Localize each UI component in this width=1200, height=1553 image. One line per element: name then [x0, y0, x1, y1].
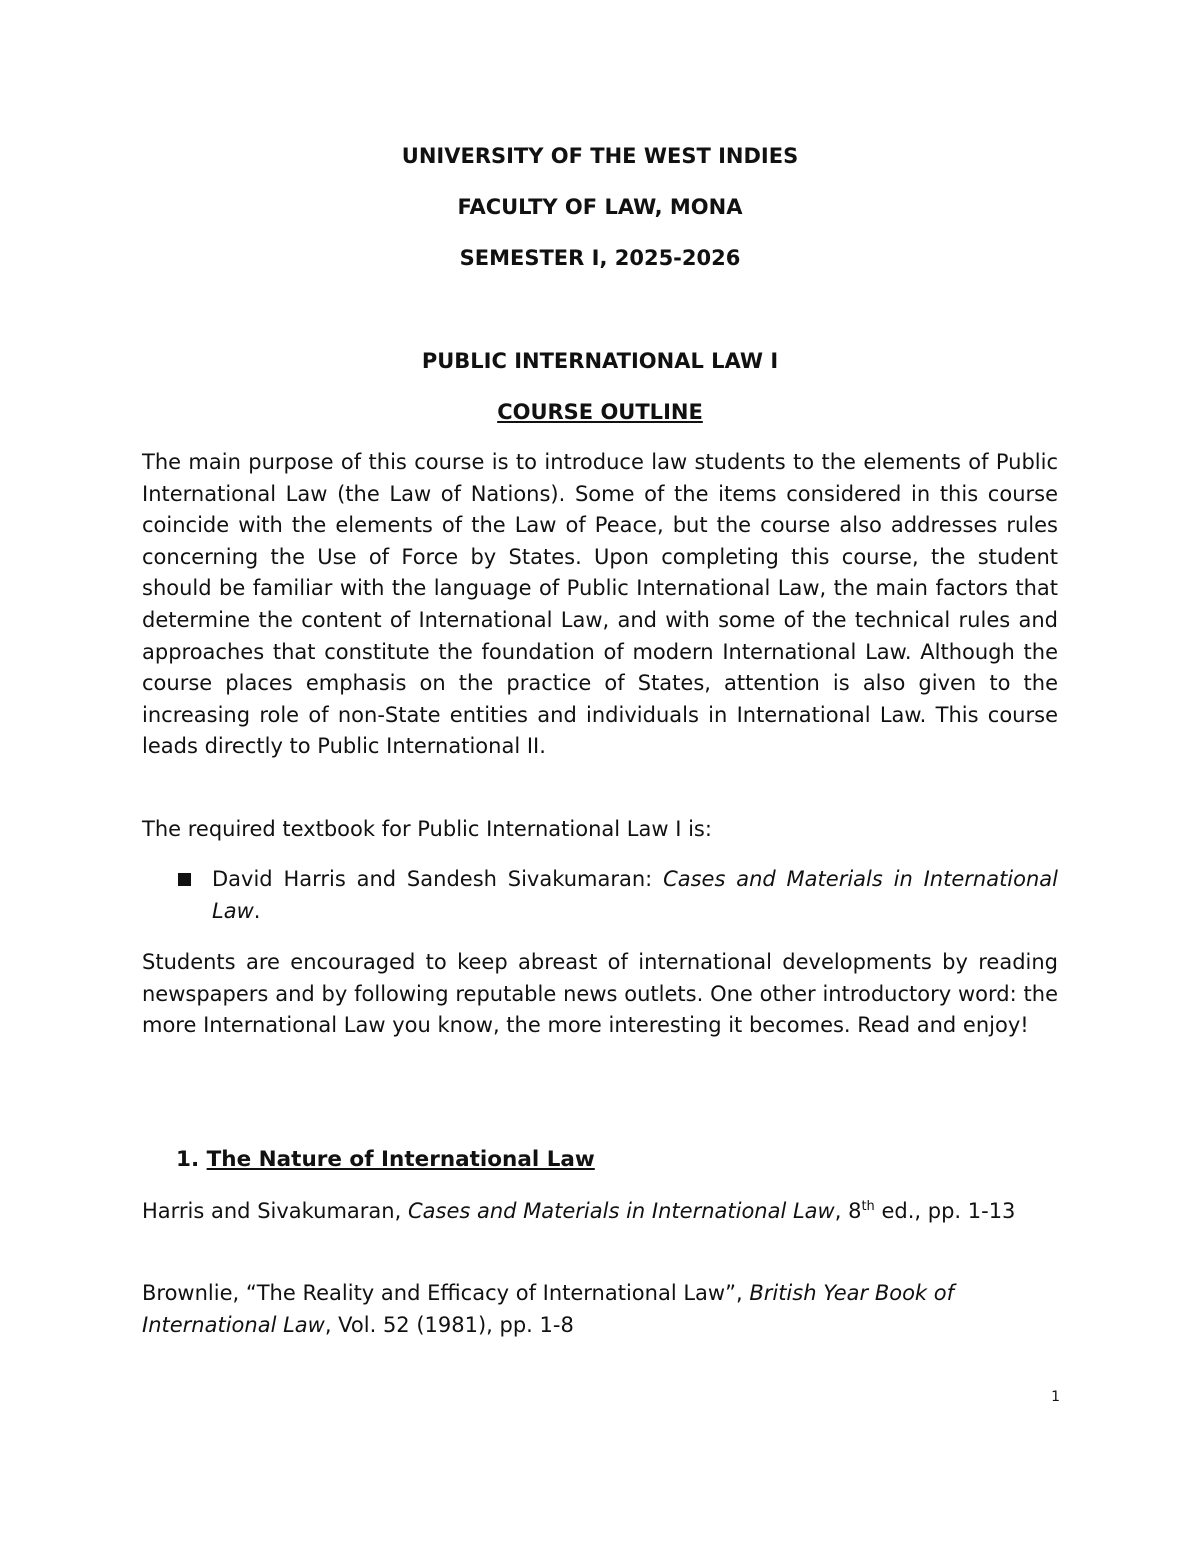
textbook-intro: The required textbook for Public International Law I is: — [142, 817, 712, 841]
reference-edition: , 8 — [834, 1199, 862, 1223]
textbook-title: Cases and Materials in International Law — [212, 867, 1058, 923]
course-title: PUBLIC INTERNATIONAL LAW I — [421, 349, 779, 373]
textbook-citation — [212, 864, 1058, 927]
outline-heading — [0, 398, 1200, 426]
closing-paragraph: Students are encouraged to keep abreast of international developments by reading newspapers and by following reputable news outlets. One other introductory word: the more International Law you know, the more interesting it becomes. Read and enjoy! — [142, 950, 1058, 1038]
outline-label: COURSE OUTLINE — [497, 400, 703, 424]
reference-authors: Harris and Sivakumaran, — [142, 1199, 408, 1223]
section-number: 1. — [176, 1147, 200, 1172]
reference-item — [142, 1196, 1058, 1228]
reference-pages: ed., pp. 1-13 — [874, 1199, 1016, 1223]
section-heading — [176, 1145, 595, 1175]
intro-paragraph: The main purpose of this course is to introduce law students to the elements of Public International Law (the Law of Nations). Some of the items considered in this course coincide with the elements of the Law of Peace, but the course also addresses rules concerning the Use of Force by States. Upon completing this course, the student should be familiar with the language of Public International Law, the main factors that determine the content of International Law, and with some of the technical rules and approaches that constitute the foundation of modern International Law. Although the course places emphasis on the practice of States, attention is also given to the increasing role of non-State entities and individuals in International Law. This course leads directly to Public International II. — [142, 450, 1058, 759]
university-name: UNIVERSITY OF THE WEST INDIES — [401, 144, 799, 168]
faculty-name: FACULTY OF LAW, MONA — [457, 195, 743, 219]
reference-item — [142, 1278, 1058, 1341]
page-number: 1 — [1051, 1389, 1060, 1405]
square-bullet-icon — [178, 873, 191, 886]
reference-title: Cases and Materials in International Law — [407, 1199, 835, 1223]
reference-volume-pages: , Vol. 52 (1981), pp. 1-8 — [324, 1312, 574, 1337]
textbook-authors: David Harris and Sandesh Sivakumaran: — [212, 867, 664, 891]
reference-journal: British Year Book of International Law — [142, 1281, 954, 1337]
semester-label: SEMESTER I, 2025-2026 — [459, 246, 741, 270]
textbook-end: . — [253, 898, 261, 923]
reference-article: Brownlie, “The Reality and Efficacy of International Law”, — [142, 1281, 750, 1305]
section-title: The Nature of International Law — [206, 1147, 595, 1172]
edition-superscript: th — [861, 1199, 875, 1214]
